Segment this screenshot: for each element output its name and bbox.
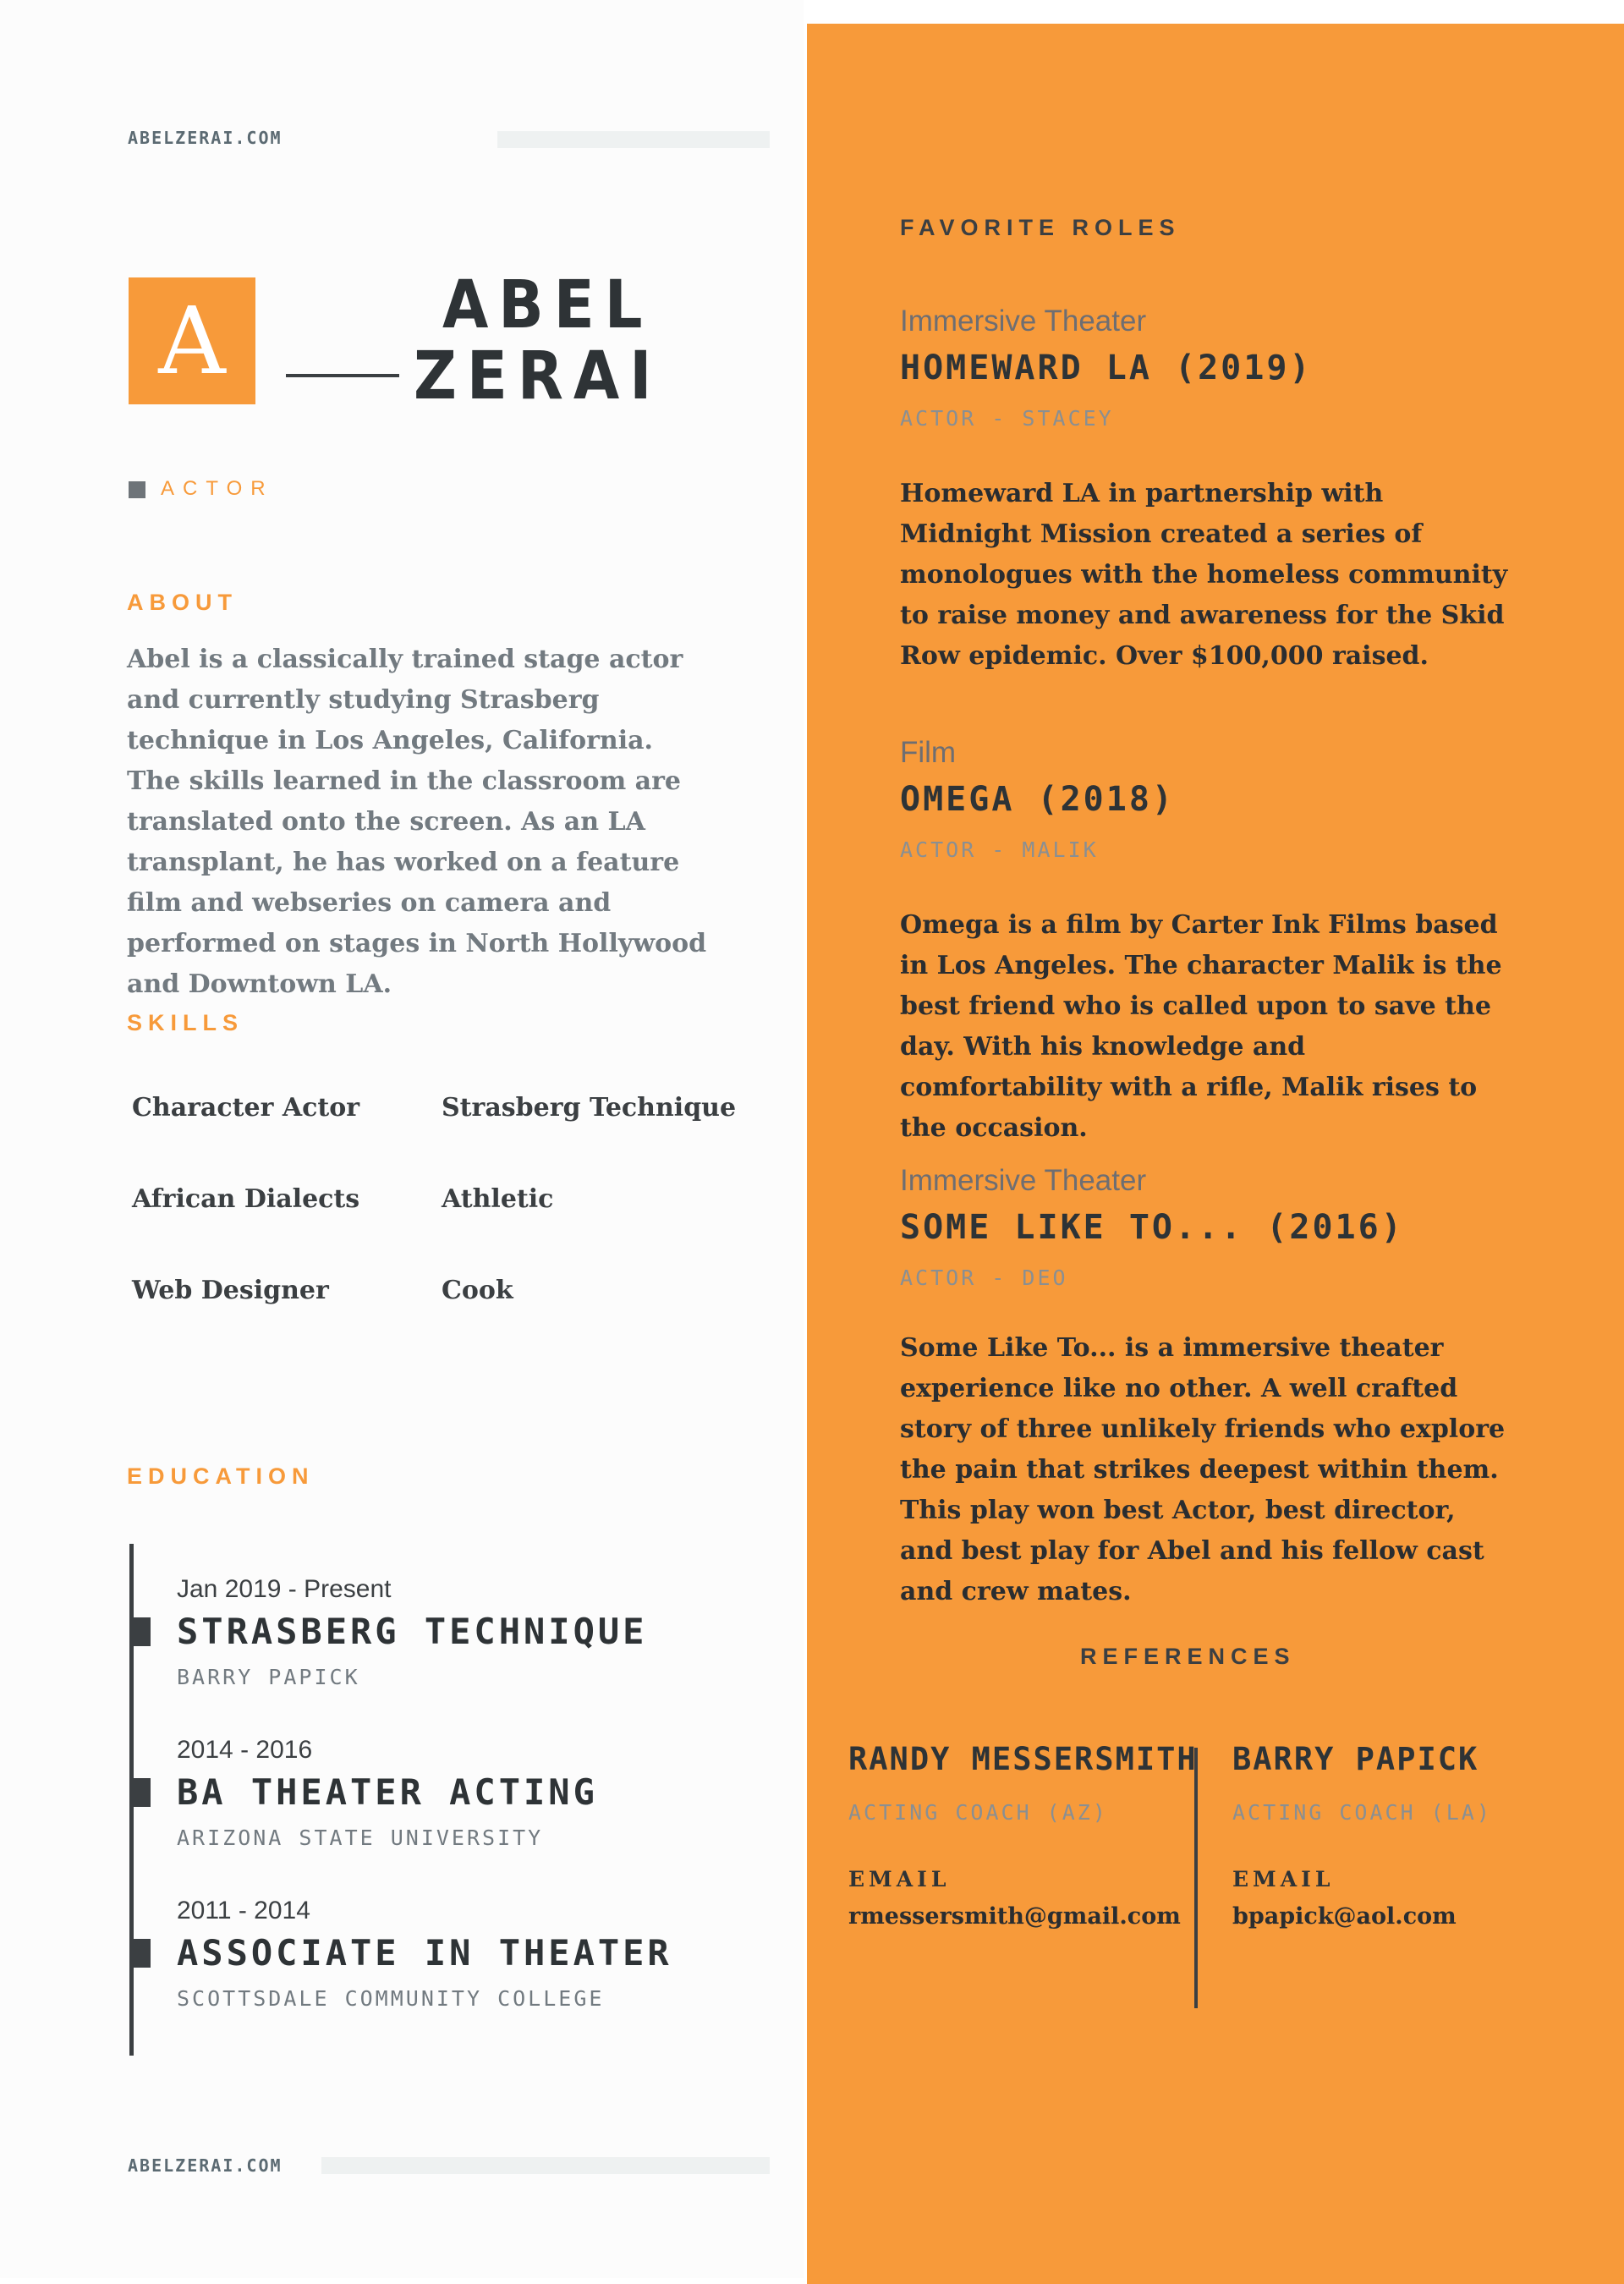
role-title: OMEGA (2018)	[900, 780, 1175, 819]
education-institution: SCOTTSDALE COMMUNITY COLLEGE	[177, 1986, 605, 2011]
education-institution: ARIZONA STATE UNIVERSITY	[177, 1826, 544, 1850]
site-url[interactable]: ABELZERAI.COM	[128, 128, 283, 148]
role-character: ACTOR - MALIK	[900, 837, 1099, 862]
education-title: BA THEATER ACTING	[177, 1771, 598, 1813]
role-character: ACTOR - DEO	[900, 1266, 1068, 1290]
reference-email-label: EMAIL	[848, 1867, 951, 1891]
timeline-marker	[134, 1778, 151, 1807]
footer-rule	[321, 2157, 770, 2174]
reference-email[interactable]: bpapick@aol.com	[1232, 1903, 1457, 1930]
role-title: HOMEWARD LA (2019)	[900, 349, 1313, 387]
education-institution: BARRY PAPICK	[177, 1665, 360, 1689]
education-title: ASSOCIATE IN THEATER	[177, 1932, 672, 1974]
footer-site-url[interactable]: ABELZERAI.COM	[128, 2155, 283, 2176]
reference-name: RANDY MESSERSMITH	[848, 1741, 1198, 1777]
last-name: ZERAI	[414, 338, 662, 415]
education-date: 2014 - 2016	[177, 1736, 313, 1764]
role-title: SOME LIKE TO... (2016)	[900, 1208, 1404, 1247]
skill-item: Character Actor	[132, 1093, 360, 1123]
skill-item: Strasberg Technique	[442, 1093, 737, 1123]
role-type: Immersive Theater	[900, 305, 1147, 338]
skill-item: African Dialects	[132, 1184, 360, 1214]
name-divider	[286, 374, 399, 377]
timeline-marker	[134, 1617, 151, 1646]
role-character: ACTOR - STACEY	[900, 406, 1114, 431]
education-date: Jan 2019 - Present	[177, 1575, 392, 1603]
about-heading: ABOUT	[127, 590, 238, 615]
education-date: 2011 - 2014	[177, 1897, 310, 1924]
logo-monogram: A	[129, 277, 255, 404]
skill-item: Web Designer	[132, 1276, 329, 1305]
reference-name: BARRY PAPICK	[1232, 1741, 1479, 1777]
role-description: Homeward LA in partnership with Midnight Mission created a series of monologues with the homeless community to raise money and awareness for the Skid Row epidemic. Over $100,000 raised.	[900, 479, 1508, 671]
role-type: Film	[900, 736, 957, 769]
role-label: ACTOR	[161, 477, 274, 500]
timeline-marker	[134, 1939, 151, 1968]
references-heading: REFERENCES	[1080, 1644, 1296, 1669]
reference-title: ACTING COACH (AZ)	[848, 1800, 1108, 1825]
roles-heading: FAVORITE ROLES	[900, 215, 1181, 240]
first-name: ABEL	[442, 267, 653, 343]
references-divider	[1194, 1748, 1198, 2008]
skill-item: Athletic	[442, 1184, 554, 1214]
role-bullet-icon	[129, 481, 145, 498]
skill-item: Cook	[442, 1276, 513, 1305]
header-rule	[497, 131, 770, 148]
education-title: STRASBERG TECHNIQUE	[177, 1611, 648, 1652]
about-text: Abel is a classically trained stage actor and currently studying Strasberg technique in Los Angeles, California. The skills learned in the classroom are translated onto the screen. As an LA transplant, he has worked on a feature film and webseries on camera and performed on stages in North Hollywood and Downtown LA.	[127, 645, 707, 999]
reference-title: ACTING COACH (LA)	[1232, 1800, 1492, 1825]
reference-email-label: EMAIL	[1232, 1867, 1335, 1891]
education-heading: EDUCATION	[127, 1463, 315, 1489]
role-description: Some Like To... is a immersive theater experience like no other. A well crafted story of three unlikely friends who explore the pain that strikes deepest within them. This play won best Actor, best director, and best play for Abel and his fellow cast and crew mates.	[900, 1333, 1506, 1606]
role-description: Omega is a film by Carter Ink Films based in Los Angeles. The character Malik is the best friend who is called upon to save the day. With his knowledge and comfortability with a rifle, Malik rises to the occasion.	[900, 910, 1502, 1143]
reference-email[interactable]: rmessersmith@gmail.com	[848, 1903, 1181, 1930]
skills-heading: SKILLS	[127, 1010, 244, 1035]
role-type: Immersive Theater	[900, 1164, 1147, 1197]
